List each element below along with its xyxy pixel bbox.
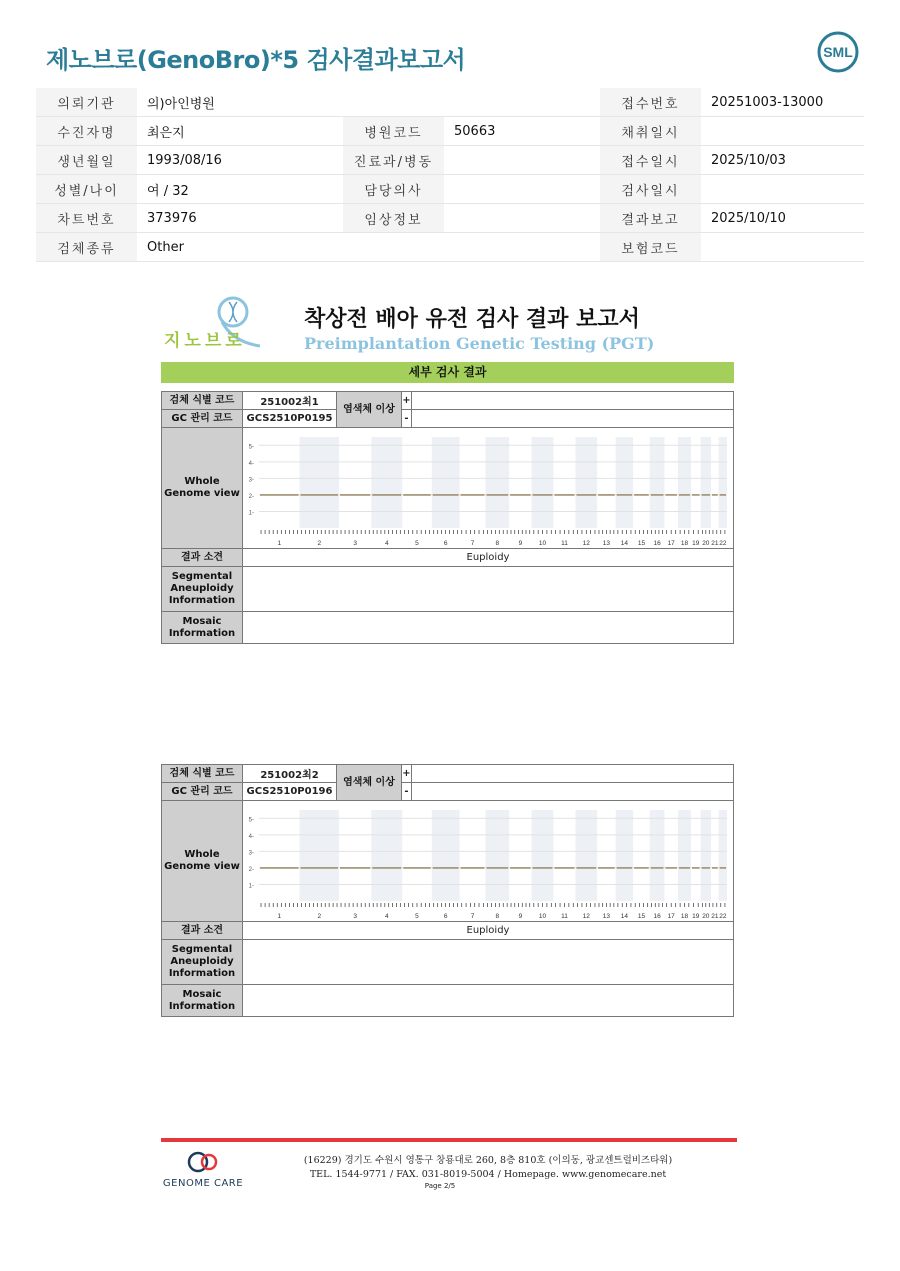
- section-bar: 세부 검사 결과: [161, 362, 734, 383]
- x-tick-label: 21: [711, 539, 719, 547]
- chromosome-band: [678, 810, 691, 901]
- chromosome-band: [701, 810, 711, 901]
- x-tick-label: 9: [518, 912, 523, 920]
- gc-code-value: GCS2510P0196: [243, 783, 337, 801]
- y-tick-label: 3-: [248, 476, 254, 483]
- info-row: [36, 204, 864, 233]
- chromosome-band: [575, 437, 597, 528]
- x-tick-label: 1: [277, 539, 282, 547]
- info-row: [36, 233, 864, 262]
- minus-value: [412, 410, 734, 428]
- info-value: [444, 88, 600, 117]
- minus-value: [412, 783, 734, 801]
- result-value: Euploidy: [243, 922, 734, 940]
- x-tick-label: 12: [582, 912, 590, 920]
- info-label: 보험코드: [600, 233, 701, 262]
- x-tick-label: 2: [317, 912, 322, 920]
- info-value: 50663: [444, 117, 600, 146]
- segmental-value: [243, 567, 734, 612]
- minus-label: -: [402, 783, 412, 801]
- info-value: 여 / 32: [137, 175, 343, 204]
- chromosome-band: [371, 810, 402, 901]
- whole-genome-label: Whole Genome view: [162, 428, 243, 549]
- info-label: 검체종류: [36, 233, 137, 262]
- info-value: 최은지: [137, 117, 343, 146]
- info-value: [701, 175, 864, 204]
- x-tick-label: 6: [443, 539, 448, 547]
- sample-id-label: 검체 식별 코드: [162, 765, 243, 783]
- x-tick-label: 8: [495, 912, 500, 920]
- info-value: 373976: [137, 204, 343, 233]
- info-value: Other: [137, 233, 343, 262]
- x-tick-label: 13: [602, 539, 611, 547]
- sample-id-value: 251002최1: [243, 392, 337, 410]
- info-label: 담당의사: [343, 175, 444, 204]
- x-tick-label: 10: [538, 912, 547, 920]
- x-tick-label: 15: [637, 539, 646, 547]
- x-tick-label: 19: [692, 539, 700, 547]
- genomecare-icon: [183, 1150, 223, 1174]
- whole-genome-plot-cell: [243, 801, 734, 922]
- chromosome-band: [432, 810, 460, 901]
- page-number: Page 2/5: [424, 1182, 456, 1190]
- info-value: 20251003-13000: [701, 88, 864, 117]
- y-tick-label: 3-: [248, 849, 254, 856]
- x-tick-label: 10: [538, 539, 547, 547]
- info-label: 병원코드: [343, 117, 444, 146]
- info-value: [444, 233, 600, 262]
- chromosome-band: [701, 437, 711, 528]
- pgt-title-english: Preimplantation Genetic Testing (PGT): [304, 334, 655, 353]
- x-tick-label: 20: [702, 539, 710, 547]
- address-line: (16229) 경기도 수원시 영통구 창룡대로 260, 8층 810호 (이의동, 광교센트럴비즈타워): [303, 1155, 673, 1166]
- y-tick-label: 4-: [248, 833, 254, 840]
- info-label: [343, 88, 444, 117]
- x-tick-label: 9: [518, 539, 523, 547]
- plus-value: [412, 392, 734, 410]
- x-tick-label: 13: [602, 912, 611, 920]
- x-tick-label: 14: [620, 539, 629, 547]
- chromosome-band: [616, 810, 633, 901]
- y-tick-label: 5-: [248, 443, 254, 450]
- chromosome-band: [575, 810, 597, 901]
- chromosome-band: [719, 437, 727, 528]
- mosaic-label: Mosaic Information: [162, 612, 243, 644]
- x-tick-label: 3: [353, 912, 357, 920]
- plus-label: +: [402, 765, 412, 783]
- chrom-abn-label: 염색체 이상: [337, 765, 402, 801]
- brand-korean: 지노브로: [164, 331, 246, 351]
- pgt-title-korean: 착상전 배아 유전 검사 결과 보고서: [304, 307, 640, 332]
- y-tick-label: 2-: [248, 493, 254, 500]
- info-label: 채취일시: [600, 117, 701, 146]
- whole-genome-plot-cell: [243, 428, 734, 549]
- x-tick-label: 3: [353, 539, 357, 547]
- info-label: 결과보고: [600, 204, 701, 233]
- info-label: 생년월일: [36, 146, 137, 175]
- chromosome-band: [650, 810, 665, 901]
- segmental-label: Segmental Aneuploidy Information: [162, 567, 243, 612]
- x-tick-label: 12: [582, 539, 590, 547]
- chrom-abn-label: 염색체 이상: [337, 392, 402, 428]
- y-tick-label: 1-: [248, 882, 254, 889]
- report-title: 제노브로(GenoBro)*5 검사결과보고서: [46, 46, 466, 74]
- x-tick-label: 8: [495, 539, 500, 547]
- segmental-value: [243, 940, 734, 985]
- chromosome-band: [532, 810, 554, 901]
- minus-label: -: [402, 410, 412, 428]
- x-tick-label: 6: [443, 912, 448, 920]
- info-row: [36, 88, 864, 117]
- mosaic-label: Mosaic Information: [162, 985, 243, 1017]
- x-tick-label: 11: [561, 912, 568, 920]
- x-tick-label: 19: [692, 912, 700, 920]
- info-label: 진료과/병동: [343, 146, 444, 175]
- x-tick-label: 18: [680, 912, 689, 920]
- x-tick-label: 20: [702, 912, 710, 920]
- x-tick-label: 22: [719, 912, 727, 920]
- plus-label: +: [402, 392, 412, 410]
- info-label: 검사일시: [600, 175, 701, 204]
- chromosome-band: [678, 437, 691, 528]
- y-tick-label: 5-: [248, 816, 254, 823]
- info-row: [36, 117, 864, 146]
- chromosome-band: [300, 437, 339, 528]
- svg-text:SML: SML: [823, 44, 853, 60]
- whole-genome-plot: [243, 429, 733, 548]
- x-tick-label: 17: [667, 912, 675, 920]
- x-tick-label: 2: [317, 539, 322, 547]
- x-tick-label: 14: [620, 912, 629, 920]
- whole-genome-plot: [243, 802, 733, 921]
- sml-logo: [816, 30, 860, 74]
- info-value: [444, 146, 600, 175]
- info-value: 1993/08/16: [137, 146, 343, 175]
- chromosome-band: [616, 437, 633, 528]
- info-value: [701, 233, 864, 262]
- gc-code-label: GC 관리 코드: [162, 783, 243, 801]
- mosaic-value: [243, 985, 734, 1017]
- x-tick-label: 1: [277, 912, 282, 920]
- chromosome-band: [719, 810, 727, 901]
- info-label: 수진자명: [36, 117, 137, 146]
- info-label: 성별/나이: [36, 175, 137, 204]
- result-label: 결과 소견: [162, 549, 243, 567]
- x-tick-label: 15: [637, 912, 646, 920]
- footer-address: [250, 1154, 726, 1182]
- chromosome-band: [432, 437, 460, 528]
- result-value: Euploidy: [243, 549, 734, 567]
- pgt-report-header: [160, 292, 736, 352]
- mosaic-value: [243, 612, 734, 644]
- chromosome-band: [650, 437, 665, 528]
- sample-result-table: [161, 391, 734, 644]
- y-tick-label: 1-: [248, 509, 254, 516]
- info-value: 2025/10/03: [701, 146, 864, 175]
- chromosome-band: [532, 437, 554, 528]
- chromosome-band: [486, 810, 510, 901]
- y-tick-label: 2-: [248, 866, 254, 873]
- gc-code-value: GCS2510P0195: [243, 410, 337, 428]
- info-label: 임상정보: [343, 204, 444, 233]
- patient-info-table: [36, 88, 864, 262]
- sample-result-table: [161, 764, 734, 1017]
- x-tick-label: 11: [561, 539, 568, 547]
- x-tick-label: 7: [470, 912, 475, 920]
- whole-genome-label: Whole Genome view: [162, 801, 243, 922]
- info-value: [701, 117, 864, 146]
- x-tick-label: 21: [711, 912, 719, 920]
- info-label: 의뢰기관: [36, 88, 137, 117]
- x-tick-label: 5: [415, 912, 419, 920]
- info-label: 접수번호: [600, 88, 701, 117]
- x-tick-label: 7: [470, 539, 475, 547]
- x-tick-label: 16: [653, 912, 661, 920]
- info-row: [36, 146, 864, 175]
- x-tick-label: 16: [653, 539, 661, 547]
- chromosome-band: [300, 810, 339, 901]
- y-tick-label: 4-: [248, 460, 254, 467]
- genomecare-logo: [160, 1150, 246, 1189]
- info-label: [343, 233, 444, 262]
- gc-code-label: GC 관리 코드: [162, 410, 243, 428]
- info-value: 의)아인병원: [137, 88, 343, 117]
- info-label: 접수일시: [600, 146, 701, 175]
- info-value: [444, 204, 600, 233]
- contact-line: TEL. 1544-9771 / FAX. 031-8019-5004 / Homepage. www.genomecare.net: [309, 1169, 667, 1180]
- sample-id-value: 251002최2: [243, 765, 337, 783]
- x-tick-label: 22: [719, 539, 727, 547]
- info-value: [444, 175, 600, 204]
- x-tick-label: 4: [384, 539, 389, 547]
- result-label: 결과 소견: [162, 922, 243, 940]
- x-tick-label: 17: [667, 539, 675, 547]
- footer-divider: [161, 1138, 737, 1142]
- x-tick-label: 18: [680, 539, 689, 547]
- info-label: 차트번호: [36, 204, 137, 233]
- x-tick-label: 5: [415, 539, 419, 547]
- plus-value: [412, 765, 734, 783]
- company-name: GENOME CARE: [162, 1178, 244, 1189]
- chromosome-band: [371, 437, 402, 528]
- segmental-label: Segmental Aneuploidy Information: [162, 940, 243, 985]
- chromosome-band: [486, 437, 510, 528]
- x-tick-label: 4: [384, 912, 389, 920]
- info-row: [36, 175, 864, 204]
- info-value: 2025/10/10: [701, 204, 864, 233]
- sample-id-label: 검체 식별 코드: [162, 392, 243, 410]
